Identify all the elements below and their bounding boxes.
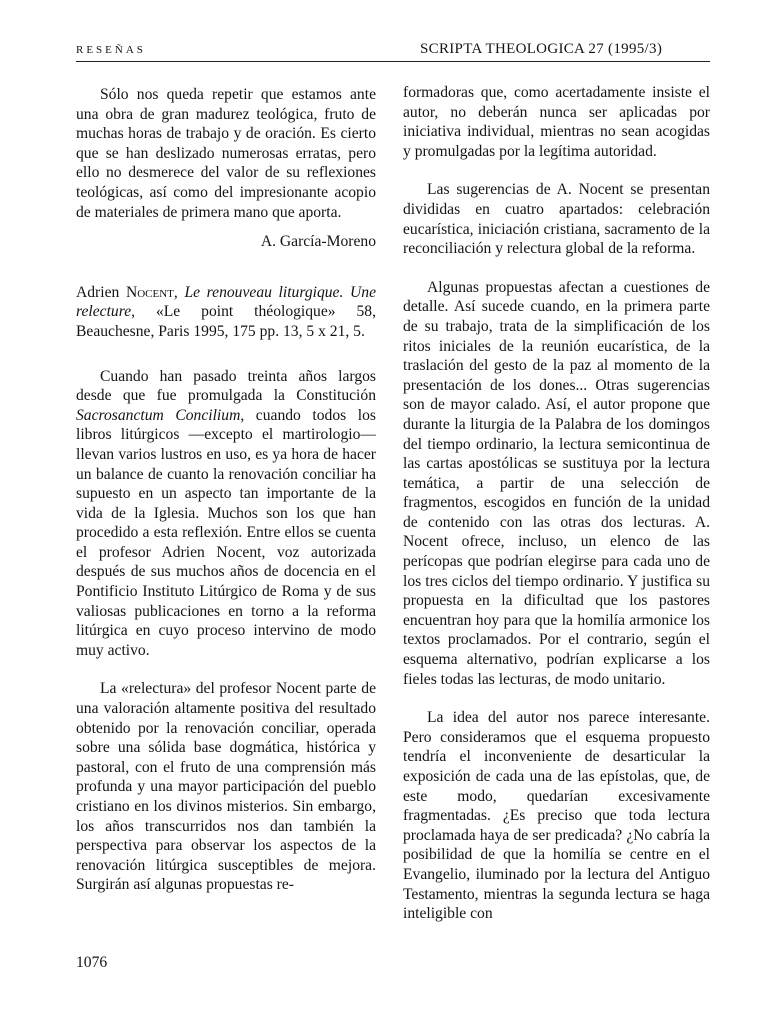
page-number: 1076 (76, 954, 108, 971)
body-paragraph: La idea del autor nos parece interesante. Pero consideramos que el esquema propuesto tendría el inconveniente de desarticular la exposición de cada una de las epístolas, que, de este modo, quedarían excesivamente fragmentadas. ¿Es preciso que toda lectura proclamada haya de ser predicada? ¿No cabría la posibilidad de que la homilía se centre en el Evangelio, iluminado por la lectura del Antiguo Testamento, mientras la segunda lectura se haga inteligible con (403, 709, 710, 923)
body-text: , cuando todos los libros litúrgicos —excepto el martirologio— llevan varios lustros en uso, es ya hora de hacer un balance de cuanto la renovación conciliar ha supuesto en un aspecto tan importante de la vida de la Iglesia. Muchos son los que han procedido a esta reflexión. Entre ellos se cuenta el profesor Adrien Nocent, voz autorizada después de sus muchos años de docencia en el Pontificio Instituto Litúrgico de Roma y de sus valiosas publicaciones en torno a la reforma litúrgica en cuyo proceso intervino de modo muy activo. (76, 406, 376, 659)
closing-paragraph: Sólo nos queda repetir que estamos ante una obra de gran madurez teológica, fruto de muchas horas de trabajo y de oración. Es cierto que se han deslizado numerosas erratas, pero ello no desmerece del valor de su reflexiones teológicas, así como del impresionante acopio de materiales de primera mano que aporta. (76, 86, 376, 221)
body-paragraph: formadoras que, como acertadamente insiste el autor, no deberán nunca ser aplicadas por iniciativa individual, mientras no sean acogidas y promulgadas por la legítima autoridad. (403, 84, 710, 160)
reference-author-rest: ocent (137, 283, 174, 301)
reference-author-first: Adrien (76, 283, 120, 301)
right-column (403, 83, 710, 924)
reference-details: , «Le point théologique» 58, Beauchesne, Paris 1995, 175 pp. 13, 5 x 21, 5. (76, 303, 376, 340)
body-paragraph: Algunas propuestas afectan a cuestiones de detalle. Así sucede cuando, en la primera parte de su trabajo, trata de la simplificación de los ritos iniciales de la reunión eucarística, de la traslación del gesto de la paz al momento de la presentación de los dones... Otras sugerencias son de mayor calado. Así, el autor propone que durante la liturgia de la Palabra de los domingos del tiempo ordinario, la lectura semicontinua de las cartas apostólicas se sustituya por la lectura temática, a partir de una selección de fragmentos, escogidos en función de la unidad de contenido con las otras dos lecturas. A. Nocent ofrece, incluso, un elenco de las perícopas que podrían elegirse para cada uno de los tres ciclos del tiempo ordinario. Y justifica su propuesta en la dificultad que los pastores encuentran hoy para que la homilía armonice los textos proclamados. Por el contrario, según el esquema alternativo, podrían explicarse a los fieles todas las lecturas, de modo unitario. (403, 278, 710, 688)
running-header-section: RESEÑAS (76, 44, 146, 56)
body-paragraph: Las sugerencias de A. Nocent se presentan divididas en cuatro apartados: celebración eucarística, iniciación cristiana, sacramento de la reconciliación y relectura global de la reforma. (403, 181, 710, 258)
body-paragraph (76, 367, 376, 661)
reference-author-initial: N (125, 283, 138, 301)
running-header-journal: SCRIPTA THEOLOGICA 27 (1995/3) (420, 41, 663, 57)
document-title-italic: Sacrosanctum Concilium (76, 406, 241, 424)
left-column (76, 85, 376, 895)
reference-title: Le renouveau liturgique. Une relecture (76, 283, 376, 321)
body-paragraph: La «relectura» del profesor Nocent parte de una valoración altamente positiva del resultado obtenido por la renovación conciliar, operada sobre una sólida base dogmática, histórica y pastoral, con el fruto de una comprensión más profunda y una mayor participación del pueblo cristiano en los divinos misterios. Sin embargo, los años transcurridos nos dan también la perspectiva para observar los aspectos de la renovación litúrgica susceptibles de mejora. Surgirán así algunas propuestas re- (76, 680, 376, 894)
review-signature: A. García-Moreno (260, 233, 376, 251)
body-text: Cuando han pasado treinta años largos desde que fue promulgada la Constitución (76, 367, 376, 405)
book-reference: Adrien Nocent, Le renouveau liturgique. Une relecture, «Le point théologique» 58, Beauchesne, Paris 1995, 175 pp. 13, 5 x 21, 5. (76, 283, 376, 340)
header-rule (76, 61, 710, 62)
